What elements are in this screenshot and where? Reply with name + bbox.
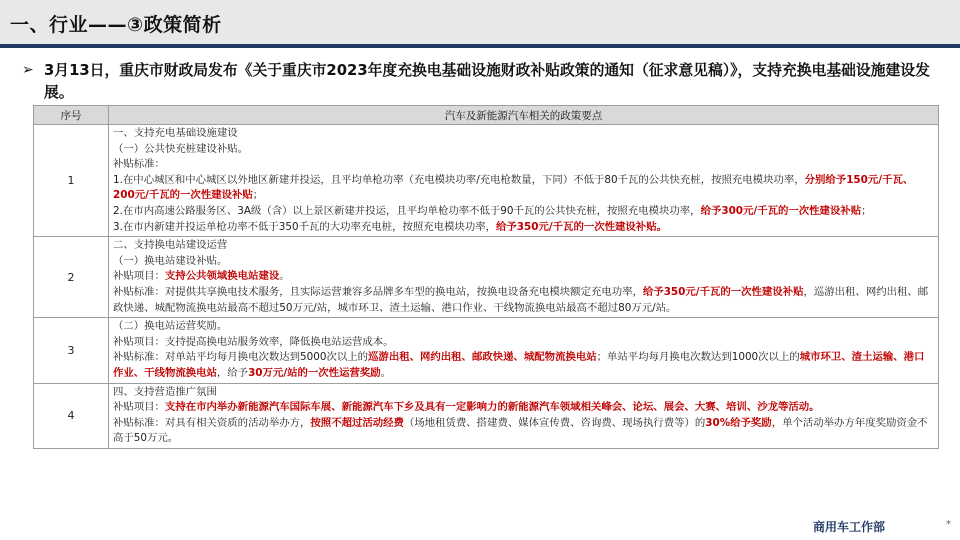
highlight-text: 30万元/站的一次性运营奖励 [248,366,381,379]
policy-line: 四、支持营造推广氛围 [113,385,217,398]
policy-cell [109,237,939,318]
policy-line [113,285,934,316]
policy-text: 补贴标准：对单站平均每月换电次数达到5000次以上的 [113,351,369,364]
policy-text: （场地租赁费、搭建费、媒体宣传费、咨询费、现场执行费等）的 [403,416,706,429]
title-bar [0,0,960,44]
highlight-text: 给予350元/千瓦的一次性建设补贴 [642,285,804,298]
policy-cell [109,125,939,237]
policy-text: ； [252,189,264,202]
policy-line: 二、支持换电站建设运营 [113,239,228,252]
policy-line: 补贴标准： [113,158,165,171]
footer-department: 商用车工作部 [813,520,886,534]
table-row [34,383,939,448]
table-row [34,318,939,383]
highlight-text: 巡游出租、网约出租、邮政快递、城配物流换电站 [368,351,597,364]
policy-line [113,269,934,285]
policy-line [113,400,934,416]
policy-text: ，单个活动举办方年度奖励资金不高于50万元。 [113,416,928,445]
title-divider [0,44,960,48]
row-number: 4 [34,383,109,448]
policy-text: 。 [279,270,290,283]
policy-text: 补贴项目： [113,401,165,414]
policy-text: ，给予 [216,366,249,379]
policy-cell [109,383,939,448]
policy-text: 补贴项目： [113,270,165,283]
policy-text: ，巡游出租、网约出租、邮政快递、城配物流换电站最高不超过50万元/站，城市环卫、渣土运输、港口作业、干线物流换电站最高不超过80万元/站。 [113,285,929,314]
policy-line: （一）换电站建设补贴。 [113,254,228,267]
table-row [34,237,939,318]
page-title: 一、行业——③政策简析 [10,14,222,36]
policy-text: 3.在市内新建并投运单枪功率不低于350千瓦的大功率充电桩，按照充电模块功率， [113,220,497,233]
policy-line [113,416,934,447]
policy-text: 1.在中心城区和中心城区以外地区新建并投运，且平均单枪功率（充电模块功率/充电枪数量，下同）不低于80千瓦的公共快充桩，按照充电模块功率， [113,173,805,186]
policy-cell [109,318,939,383]
policy-table [33,105,939,449]
policy-text: 。 [380,366,392,379]
policy-line: （二）换电站运营奖励。 [113,320,228,333]
column-header-points: 汽车及新能源汽车相关的政策要点 [109,106,939,125]
highlight-text: 给予300元/千瓦的一次性建设补贴 [700,204,862,217]
summary-text: 3月13日，重庆市财政局发布《关于重庆市2023年度充换电基础设施财政补贴政策的通知（征求意见稿）》，支持充换电基础设施建设发展。 [44,62,930,101]
highlight-text: 支持公共领域换电站建设 [164,270,280,283]
row-number: 3 [34,318,109,383]
policy-line: 补贴项目：支持提高换电站服务效率，降低换电站运营成本。 [113,335,394,348]
column-header-no: 序号 [34,106,109,125]
highlight-text: 支持在市内举办新能源汽车国际车展、新能源汽车下乡及具有一定影响力的新能源汽车领域相关峰会、论坛、展会、大赛、培训、沙龙等活动。 [164,401,820,414]
arrow-bullet-icon: ➢ [22,62,34,78]
policy-line [113,220,934,236]
highlight-text: 按照不超过活动经费 [310,416,404,429]
policy-line [113,173,934,204]
policy-text: 补贴标准：对提供共享换电技术服务，且实际运营兼容多品牌多车型的换电站，按换电设备充电模块额定充电功率， [113,285,643,298]
policy-line [113,350,934,381]
policy-text: 2.在市内高速公路服务区、3A级（含）以上景区新建并投运，且平均单枪功率不低于90千瓦的公共快充桩，按照充电模块功率， [113,204,701,217]
table-row [34,125,939,237]
table-header-row [34,106,939,125]
policy-text: ； [861,204,872,217]
highlight-text: 分别给予150元/千瓦、200元/千瓦的一次性建设补贴 [113,173,914,202]
policy-line: （一）公共快充桩建设补贴。 [113,142,249,155]
policy-line: 一、支持充电基础设施建设 [113,127,238,139]
policy-text: ；单站平均每月换电次数达到1000次以上的 [596,351,800,364]
highlight-text: 30%给予奖励 [705,416,772,429]
highlight-text: 城市环卫、渣土运输、港口作业、干线物流换电站 [113,351,925,379]
policy-text: 补贴标准：对具有相关资质的活动举办方， [113,416,311,429]
footer-star: * [946,519,951,530]
row-number: 2 [34,237,109,318]
highlight-text: 给予350元/千瓦的一次性建设补贴。 [496,220,667,233]
policy-line [113,204,934,220]
row-number: 1 [34,125,109,237]
